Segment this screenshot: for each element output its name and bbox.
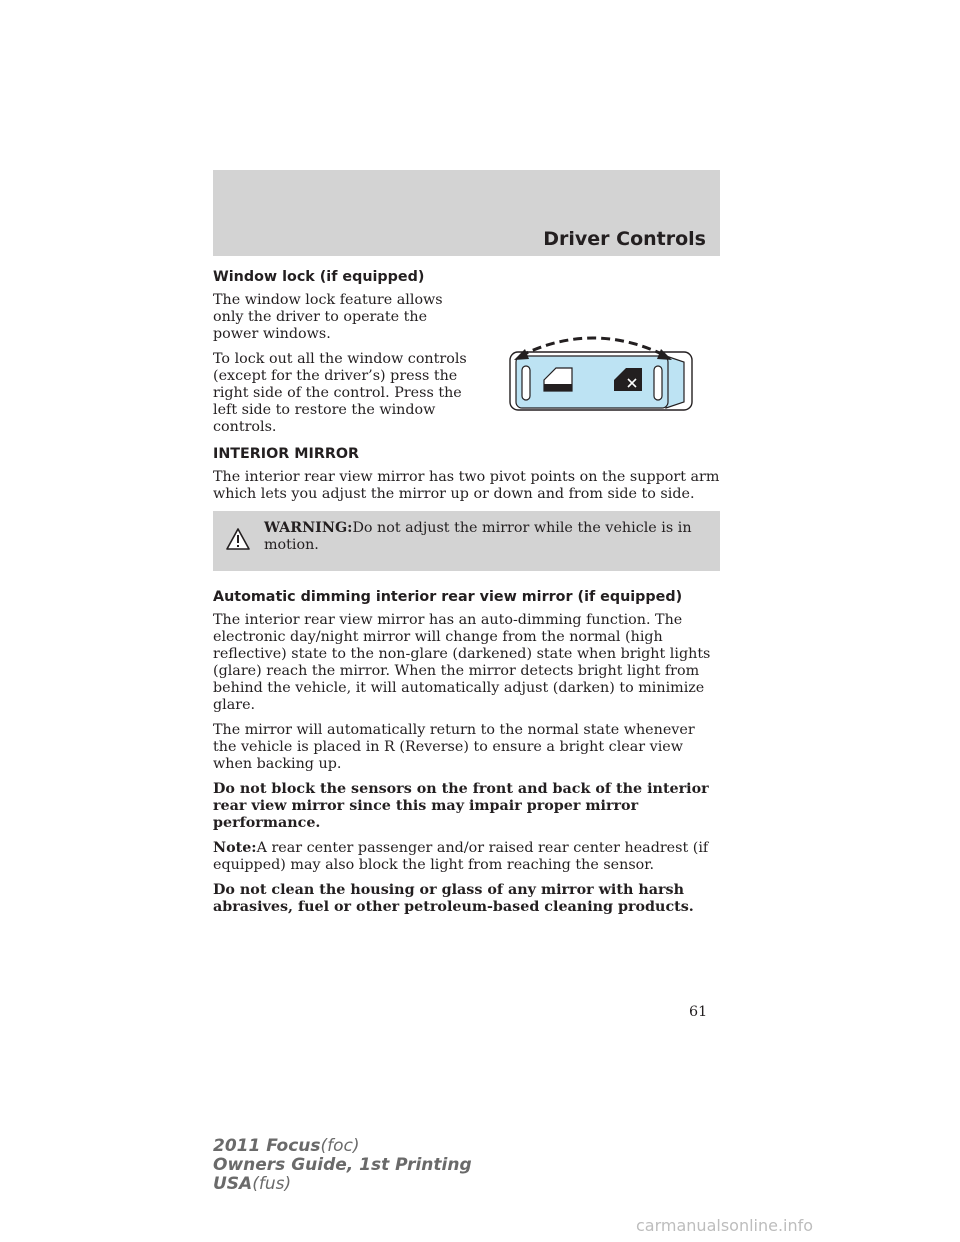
cleaning-caution: Do not clean the housing or glass of any mirror with harsh abrasives, fuel or other petroleum-based cleaning products. xyxy=(213,882,694,915)
page-number: 61 xyxy=(689,1004,708,1020)
footer-market-code: (fus) xyxy=(252,1174,292,1194)
section-title: Driver Controls xyxy=(543,228,706,250)
footer-line-3 xyxy=(213,1175,472,1194)
note-label: Note: xyxy=(213,840,257,856)
window-lock-paragraph-1: The window lock feature allows only the driver to operate the power windows. xyxy=(213,292,443,342)
footer-line-1 xyxy=(213,1137,472,1156)
sensor-caution: Do not block the sensors on the front and back of the interior rear view mirror since this may impair proper mirror performance. xyxy=(213,781,709,831)
watermark: carmanualsonline.info xyxy=(636,1216,814,1235)
window-lock-paragraph-2: To lock out all the window controls (except for the driver’s) press the right side of the control. Press the left side to restore the window controls. xyxy=(213,351,467,435)
window-lock-section xyxy=(213,292,720,444)
note-paragraph xyxy=(213,840,720,874)
footer-model-code: (foc) xyxy=(320,1136,360,1156)
footer xyxy=(213,1137,472,1194)
note-text: A rear center passenger and/or raised rear center headrest (if equipped) may also block the light from reaching the sensor. xyxy=(213,840,709,873)
warning-message: Do not adjust the mirror while the vehicle is in motion. xyxy=(264,520,692,553)
window-lock-switch-illustration xyxy=(508,326,698,426)
warning-text xyxy=(264,520,708,554)
page-content xyxy=(213,269,720,924)
auto-dimming-heading: Automatic dimming interior rear view mirror (if equipped) xyxy=(213,589,683,605)
interior-mirror-heading: INTERIOR MIRROR xyxy=(213,446,359,462)
window-lock-text xyxy=(213,292,471,444)
interior-mirror-paragraph: The interior rear view mirror has two pivot points on the support arm which lets you adjust the mirror up or down and from side to side. xyxy=(213,469,720,502)
auto-dimming-paragraph-1: The interior rear view mirror has an auto-dimming function. The electronic day/night mirror will change from the normal (high reflective) state to the non-glare (darkened) state when bright lights (glare) reach the mirror. When the mirror detects bright light from behind the vehicle, it will automatically adjust (darken) to minimize glare. xyxy=(213,612,711,713)
warning-label: WARNING: xyxy=(264,520,353,536)
footer-market: USA xyxy=(213,1174,253,1194)
warning-triangle-icon xyxy=(225,527,251,551)
window-lock-heading: Window lock (if equipped) xyxy=(213,269,425,285)
section-header-band xyxy=(213,170,720,256)
auto-dimming-paragraph-2: The mirror will automatically return to the normal state whenever the vehicle is placed in R (Reverse) to ensure a bright clear view when backing up. xyxy=(213,722,695,772)
footer-model: 2011 Focus xyxy=(213,1136,321,1156)
warning-box xyxy=(213,511,720,571)
footer-line-2: Owners Guide, 1st Printing xyxy=(213,1155,472,1175)
